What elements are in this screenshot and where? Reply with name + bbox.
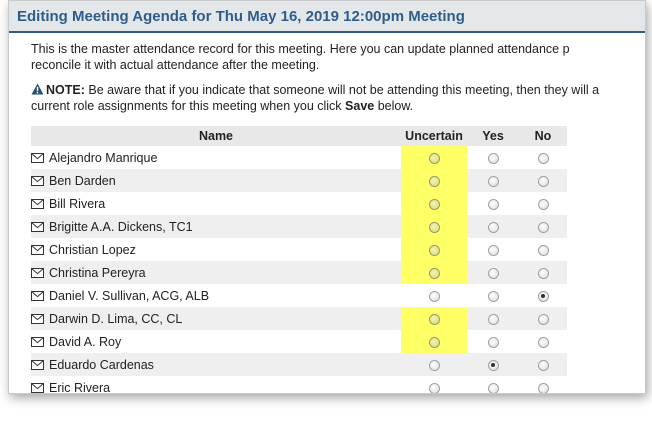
attendance-no-cell xyxy=(519,284,567,307)
attendee-row xyxy=(31,307,567,330)
attendance-uncertain-cell xyxy=(401,376,467,394)
attendance-yes-cell xyxy=(467,261,519,284)
attendance-yes-cell xyxy=(467,307,519,330)
intro-line-2: reconcile it with actual attendance after the meeting. xyxy=(31,58,320,72)
mail-icon[interactable] xyxy=(31,337,44,347)
radio-no[interactable] xyxy=(538,291,549,302)
attendee-name-cell xyxy=(31,215,401,238)
mail-icon[interactable] xyxy=(31,245,44,255)
attendance-uncertain-cell xyxy=(401,238,467,261)
attendance-yes-cell xyxy=(467,215,519,238)
radio-no[interactable] xyxy=(538,176,549,187)
mail-icon[interactable] xyxy=(31,268,44,278)
column-header-yes: Yes xyxy=(467,126,519,146)
attendance-no-cell xyxy=(519,307,567,330)
attendance-yes-cell xyxy=(467,330,519,353)
radio-no[interactable] xyxy=(538,360,549,371)
attendee-row xyxy=(31,284,567,307)
attendance-yes-cell xyxy=(467,284,519,307)
radio-yes[interactable] xyxy=(488,314,499,325)
attendance-yes-cell xyxy=(467,353,519,376)
meeting-agenda-window xyxy=(8,0,646,394)
radio-uncertain[interactable] xyxy=(429,314,440,325)
attendee-row xyxy=(31,353,567,376)
mail-icon[interactable] xyxy=(31,383,44,393)
attendance-rows xyxy=(31,146,567,394)
attendance-yes-cell xyxy=(467,146,519,169)
attendance-uncertain-cell xyxy=(401,192,467,215)
attendee-name: Ben Darden xyxy=(49,173,116,188)
attendee-name: Eric Rivera xyxy=(49,380,111,394)
radio-no[interactable] xyxy=(538,222,549,233)
radio-uncertain[interactable] xyxy=(429,268,440,279)
main-content xyxy=(9,33,645,394)
radio-uncertain[interactable] xyxy=(429,383,440,394)
attendance-uncertain-cell xyxy=(401,284,467,307)
attendee-name: David A. Roy xyxy=(49,334,122,349)
note-save-word: Save xyxy=(345,99,375,113)
attendee-name-cell xyxy=(31,192,401,215)
attendee-row xyxy=(31,192,567,215)
attendance-no-cell xyxy=(519,261,567,284)
attendance-no-cell xyxy=(519,169,567,192)
attendance-uncertain-cell xyxy=(401,146,467,169)
radio-no[interactable] xyxy=(538,337,549,348)
attendee-row xyxy=(31,261,567,284)
note-text xyxy=(31,82,645,114)
radio-yes[interactable] xyxy=(488,153,499,164)
radio-yes[interactable] xyxy=(488,360,499,371)
note-line-2-suffix: below. xyxy=(374,99,414,113)
radio-yes[interactable] xyxy=(488,176,499,187)
mail-icon[interactable] xyxy=(31,291,44,301)
attendee-name-cell xyxy=(31,284,401,307)
mail-icon[interactable] xyxy=(31,222,44,232)
attendee-name: Christina Pereyra xyxy=(49,265,146,280)
attendance-no-cell xyxy=(519,192,567,215)
attendee-name-cell xyxy=(31,238,401,261)
attendee-name-cell xyxy=(31,353,401,376)
attendee-name: Daniel V. Sullivan, ACG, ALB xyxy=(49,288,210,303)
note-label: NOTE: xyxy=(46,83,85,97)
attendance-yes-cell xyxy=(467,238,519,261)
attendance-no-cell xyxy=(519,215,567,238)
mail-icon[interactable] xyxy=(31,153,44,163)
attendance-uncertain-cell xyxy=(401,169,467,192)
column-header-name: Name xyxy=(31,126,401,146)
attendance-yes-cell xyxy=(467,192,519,215)
radio-uncertain[interactable] xyxy=(429,360,440,371)
warning-icon xyxy=(31,83,44,95)
column-header-uncertain: Uncertain xyxy=(401,126,467,146)
attendance-no-cell xyxy=(519,330,567,353)
attendee-name-cell xyxy=(31,261,401,284)
attendee-name-cell xyxy=(31,376,401,394)
attendee-name-cell xyxy=(31,330,401,353)
attendee-row xyxy=(31,215,567,238)
attendance-no-cell xyxy=(519,146,567,169)
radio-uncertain[interactable] xyxy=(429,245,440,256)
attendee-row xyxy=(31,169,567,192)
attendance-no-cell xyxy=(519,238,567,261)
attendance-no-cell xyxy=(519,353,567,376)
radio-no[interactable] xyxy=(538,314,549,325)
radio-yes[interactable] xyxy=(488,383,499,394)
attendee-row xyxy=(31,330,567,353)
radio-uncertain[interactable] xyxy=(429,291,440,302)
page-title: Editing Meeting Agenda for Thu May 16, 2019 12:00pm Meeting xyxy=(17,7,465,25)
mail-icon[interactable] xyxy=(31,314,44,324)
intro-line-1: This is the master attendance record for this meeting. Here you can update planned attendance p xyxy=(31,42,570,56)
mail-icon[interactable] xyxy=(31,176,44,186)
attendance-table xyxy=(31,126,567,394)
radio-no[interactable] xyxy=(538,268,549,279)
header-bar xyxy=(9,1,645,33)
attendance-no-cell xyxy=(519,376,567,394)
note-line-2-prefix: current role assignments for this meeting when you click xyxy=(31,99,346,113)
radio-yes[interactable] xyxy=(488,268,499,279)
mail-icon[interactable] xyxy=(31,199,44,209)
attendee-name: Darwin D. Lima, CC, CL xyxy=(49,311,183,326)
radio-yes[interactable] xyxy=(488,245,499,256)
radio-yes[interactable] xyxy=(488,222,499,233)
radio-no[interactable] xyxy=(538,245,549,256)
attendee-name-cell xyxy=(31,146,401,169)
radio-no[interactable] xyxy=(538,383,549,394)
attendance-yes-cell xyxy=(467,376,519,394)
radio-uncertain[interactable] xyxy=(429,199,440,210)
attendance-uncertain-cell xyxy=(401,353,467,376)
radio-uncertain[interactable] xyxy=(429,222,440,233)
attendee-name-cell xyxy=(31,307,401,330)
mail-icon[interactable] xyxy=(31,360,44,370)
column-header-no: No xyxy=(519,126,567,146)
radio-uncertain[interactable] xyxy=(429,337,440,348)
table-header-row xyxy=(31,126,567,146)
radio-yes[interactable] xyxy=(488,199,499,210)
radio-yes[interactable] xyxy=(488,291,499,302)
attendee-row xyxy=(31,238,567,261)
attendee-name: Christian Lopez xyxy=(49,242,136,257)
attendee-row xyxy=(31,376,567,394)
radio-no[interactable] xyxy=(538,153,549,164)
attendee-row xyxy=(31,146,567,169)
intro-text xyxy=(31,41,645,73)
radio-no[interactable] xyxy=(538,199,549,210)
note-line-1: Be aware that if you indicate that someone will not be attending this meeting, then they will a xyxy=(84,83,600,97)
radio-uncertain[interactable] xyxy=(429,153,440,164)
radio-yes[interactable] xyxy=(488,337,499,348)
attendee-name-cell xyxy=(31,169,401,192)
attendance-yes-cell xyxy=(467,169,519,192)
attendee-name: Alejandro Manrique xyxy=(49,150,158,165)
attendance-uncertain-cell xyxy=(401,261,467,284)
attendance-uncertain-cell xyxy=(401,215,467,238)
attendee-name: Brigitte A.A. Dickens, TC1 xyxy=(49,219,193,234)
attendee-name: Eduardo Cardenas xyxy=(49,357,154,372)
attendee-name: Bill Rivera xyxy=(49,196,106,211)
attendance-uncertain-cell xyxy=(401,330,467,353)
radio-uncertain[interactable] xyxy=(429,176,440,187)
attendance-uncertain-cell xyxy=(401,307,467,330)
